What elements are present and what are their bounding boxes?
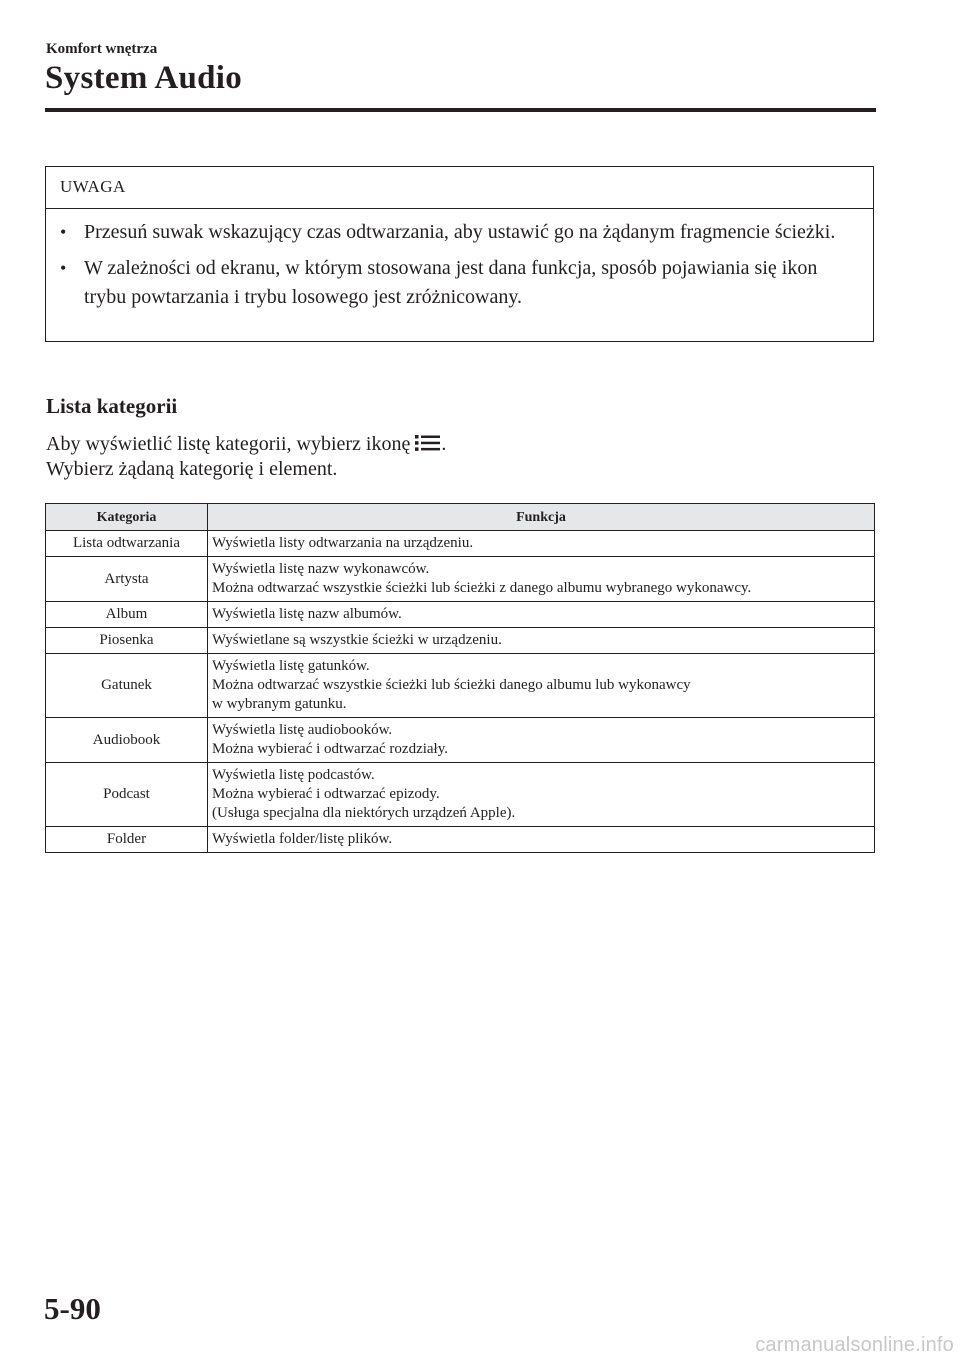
category-cell: Artysta <box>46 557 208 602</box>
note-item-text: Przesuń suwak wskazujący czas odtwarzania, aby ustawić go na żądanym fragmencie ścieżki. <box>84 221 836 243</box>
note-list <box>46 218 873 312</box>
section-title: Lista kategorii <box>46 394 178 418</box>
page-title: System Audio <box>45 60 243 96</box>
category-table <box>45 503 875 853</box>
table-row <box>46 827 875 853</box>
function-cell <box>208 763 875 827</box>
table-row <box>46 763 875 827</box>
category-cell: Podcast <box>46 763 208 827</box>
category-cell: Piosenka <box>46 628 208 654</box>
function-line: (Usługa specjalna dla niektórych urządzeń Apple). <box>212 805 516 821</box>
instruction-text: Aby wyświetlić listę kategorii, wybierz ikonę <box>46 433 411 455</box>
table-body <box>46 531 875 853</box>
function-line: Wyświetla listę audiobooków. <box>212 722 393 738</box>
function-line: Wyświetla listę nazw wykonawców. <box>212 561 430 577</box>
page-number: 5-90 <box>44 1291 101 1326</box>
column-header-function: Funkcja <box>208 504 875 531</box>
function-cell <box>208 531 875 557</box>
table-header-row <box>46 504 875 531</box>
note-item <box>46 254 873 312</box>
category-cell: Folder <box>46 827 208 853</box>
function-cell <box>208 718 875 763</box>
function-line: Wyświetla listy odtwarzania na urządzeniu. <box>212 535 474 551</box>
instruction-line-1 <box>46 431 446 457</box>
function-line: Można odtwarzać wszystkie ścieżki lub ścieżki danego albumu lub wykonawcy <box>212 677 691 693</box>
function-cell <box>208 827 875 853</box>
category-cell: Audiobook <box>46 718 208 763</box>
column-header-category: Kategoria <box>46 504 208 531</box>
table-row <box>46 531 875 557</box>
note-heading: UWAGA <box>46 167 873 209</box>
table-row <box>46 628 875 654</box>
category-cell: Lista odtwarzania <box>46 531 208 557</box>
function-cell <box>208 628 875 654</box>
header-divider <box>45 108 876 112</box>
table-row <box>46 602 875 628</box>
function-line: Wyświetla listę podcastów. <box>212 767 375 783</box>
note-item-text: W zależności od ekranu, w którym stosowana jest dana funkcja, sposób pojawiania się ikon trybu powtarzania i trybu losowego jest zróżnicowany. <box>84 257 818 308</box>
instruction-period: . <box>441 433 447 455</box>
instruction-line-2: Wybierz żądaną kategorię i element. <box>46 458 338 480</box>
bullet-icon: • <box>60 222 67 242</box>
function-line: Można odtwarzać wszystkie ścieżki lub ścieżki z danego albumu wybranego wykonawcy. <box>212 580 752 596</box>
function-cell <box>208 557 875 602</box>
table-row <box>46 557 875 602</box>
function-line: Można wybierać i odtwarzać epizody. <box>212 786 440 802</box>
category-cell: Album <box>46 602 208 628</box>
function-line: Wyświetla listę gatunków. <box>212 658 370 674</box>
list-icon <box>414 433 441 453</box>
section-label: Komfort wnętrza <box>46 41 158 57</box>
table-row <box>46 718 875 763</box>
function-line: w wybranym gatunku. <box>212 696 347 712</box>
bullet-icon: • <box>60 258 67 278</box>
note-box <box>45 166 874 342</box>
note-item <box>46 218 873 247</box>
table-row <box>46 654 875 718</box>
function-line: Wyświetla folder/listę plików. <box>212 831 393 847</box>
function-cell <box>208 654 875 718</box>
function-line: Można wybierać i odtwarzać rozdziały. <box>212 741 448 757</box>
function-line: Wyświetla listę nazw albumów. <box>212 606 402 622</box>
watermark: carmanualsonline.info <box>755 1334 954 1356</box>
function-line: Wyświetlane są wszystkie ścieżki w urządzeniu. <box>212 632 502 648</box>
category-cell: Gatunek <box>46 654 208 718</box>
function-cell <box>208 602 875 628</box>
